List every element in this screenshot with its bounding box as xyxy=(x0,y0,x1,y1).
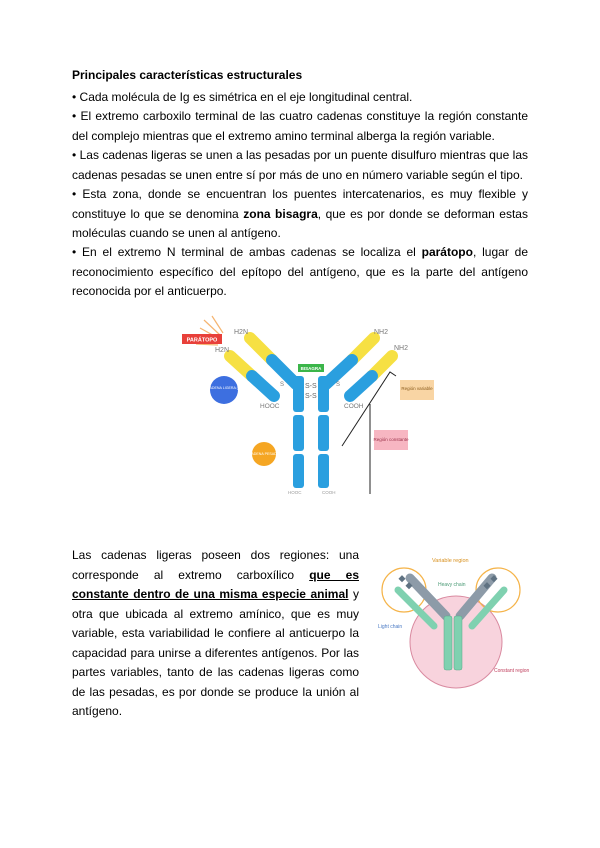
carboxyl-bottom-left: HOOC xyxy=(288,490,302,495)
antibody-region-diagram xyxy=(370,550,530,690)
bullet-text: , que es por donde se deforman estas moléculas cuando se unen al antígeno. xyxy=(72,206,528,240)
amino-terminal-left-mid: H2N xyxy=(215,347,230,354)
amino-terminal-right-mid: NH2 xyxy=(394,345,409,352)
bullet-symmetry xyxy=(72,88,528,108)
sulfur-right: S xyxy=(336,382,341,388)
bullet-text: • Cada molécula de Ig es simétrica en el eje longitudinal central. xyxy=(72,90,413,104)
light-chain-label: CADENA LIGERA (L) xyxy=(206,386,242,390)
hinge-label: BISAGRA xyxy=(300,366,322,371)
amino-terminal-right-top: NH2 xyxy=(374,329,389,336)
paratope-label: PARÁTOPO xyxy=(186,337,218,344)
carboxyl-right: COOH xyxy=(344,403,364,410)
constant-region-label: Región constante xyxy=(373,437,409,442)
sulfur-left: S xyxy=(280,382,285,388)
variable-region-label: Variable region xyxy=(432,558,469,564)
bullet-disulfide xyxy=(72,146,528,185)
light-chain-label-circle xyxy=(210,376,238,404)
bullet-text: • El extremo carboxilo terminal de las cuatro cadenas constituye la región constante del complejo mientras que el extremo amino terminal alberga la región variable. xyxy=(72,109,528,143)
bullet-text: • En el extremo N terminal de ambas cadenas se localiza el xyxy=(72,245,422,259)
heavy-chain-label: Heavy chain xyxy=(438,582,466,588)
carboxyl-left: HOOC xyxy=(260,403,280,410)
paragraph-text: Las cadenas ligeras poseen dos regiones: una corresponde al extremo carboxílico xyxy=(72,548,359,582)
bullet-text: , lugar de reconocimiento específico del epítopo del antígeno, que es la parte del antígeno reconocida por el anticuerpo. xyxy=(72,245,528,298)
constant-region-label: Constant region xyxy=(494,668,530,674)
bullet-paratope xyxy=(72,243,528,302)
carboxyl-bottom-right: COOH xyxy=(322,490,336,495)
bold-term-paratope: parátopo xyxy=(421,245,473,259)
bold-term-hinge: zona bisagra xyxy=(243,206,318,221)
bullet-hinge xyxy=(72,185,528,244)
section-heading: Principales características estructurales xyxy=(72,68,303,82)
variable-region-label: Región variable xyxy=(401,386,433,391)
paragraph-text: y otra que ubicada al extremo amínico, que es muy variable, esta variabilidad le confiere al anticuerpo la capacidad para unirse a diferentes antígenos. Por las partes variables, tanto de las cadenas ligeras como de las pesadas, es por donde se produce la unión al antígeno. xyxy=(72,587,359,718)
bullet-text: • Esta zona, donde se encuentran los puentes intercatenarios, es muy flexible y constituye lo que se denomina xyxy=(72,187,528,221)
disulfide-bond-1: S-S xyxy=(305,383,317,390)
underlined-phrase: que es constante dentro de una misma especie animal xyxy=(72,567,359,601)
heavy-chain-label: CADENA PESADA xyxy=(248,452,280,456)
light-chain-label: Light chain xyxy=(378,624,403,630)
bullet-text: • Las cadenas ligeras se unen a las pesadas por un puente disulfuro mientras que las cadenas pesadas se unen entre sí por más de uno en número variable según el tipo. xyxy=(72,148,528,182)
light-chain-paragraph xyxy=(72,546,359,722)
amino-terminal-left-top: H2N xyxy=(234,329,249,336)
disulfide-bond-2: S-S xyxy=(305,393,317,400)
antibody-diagram xyxy=(160,314,460,498)
bullet-carboxyl xyxy=(72,107,528,146)
